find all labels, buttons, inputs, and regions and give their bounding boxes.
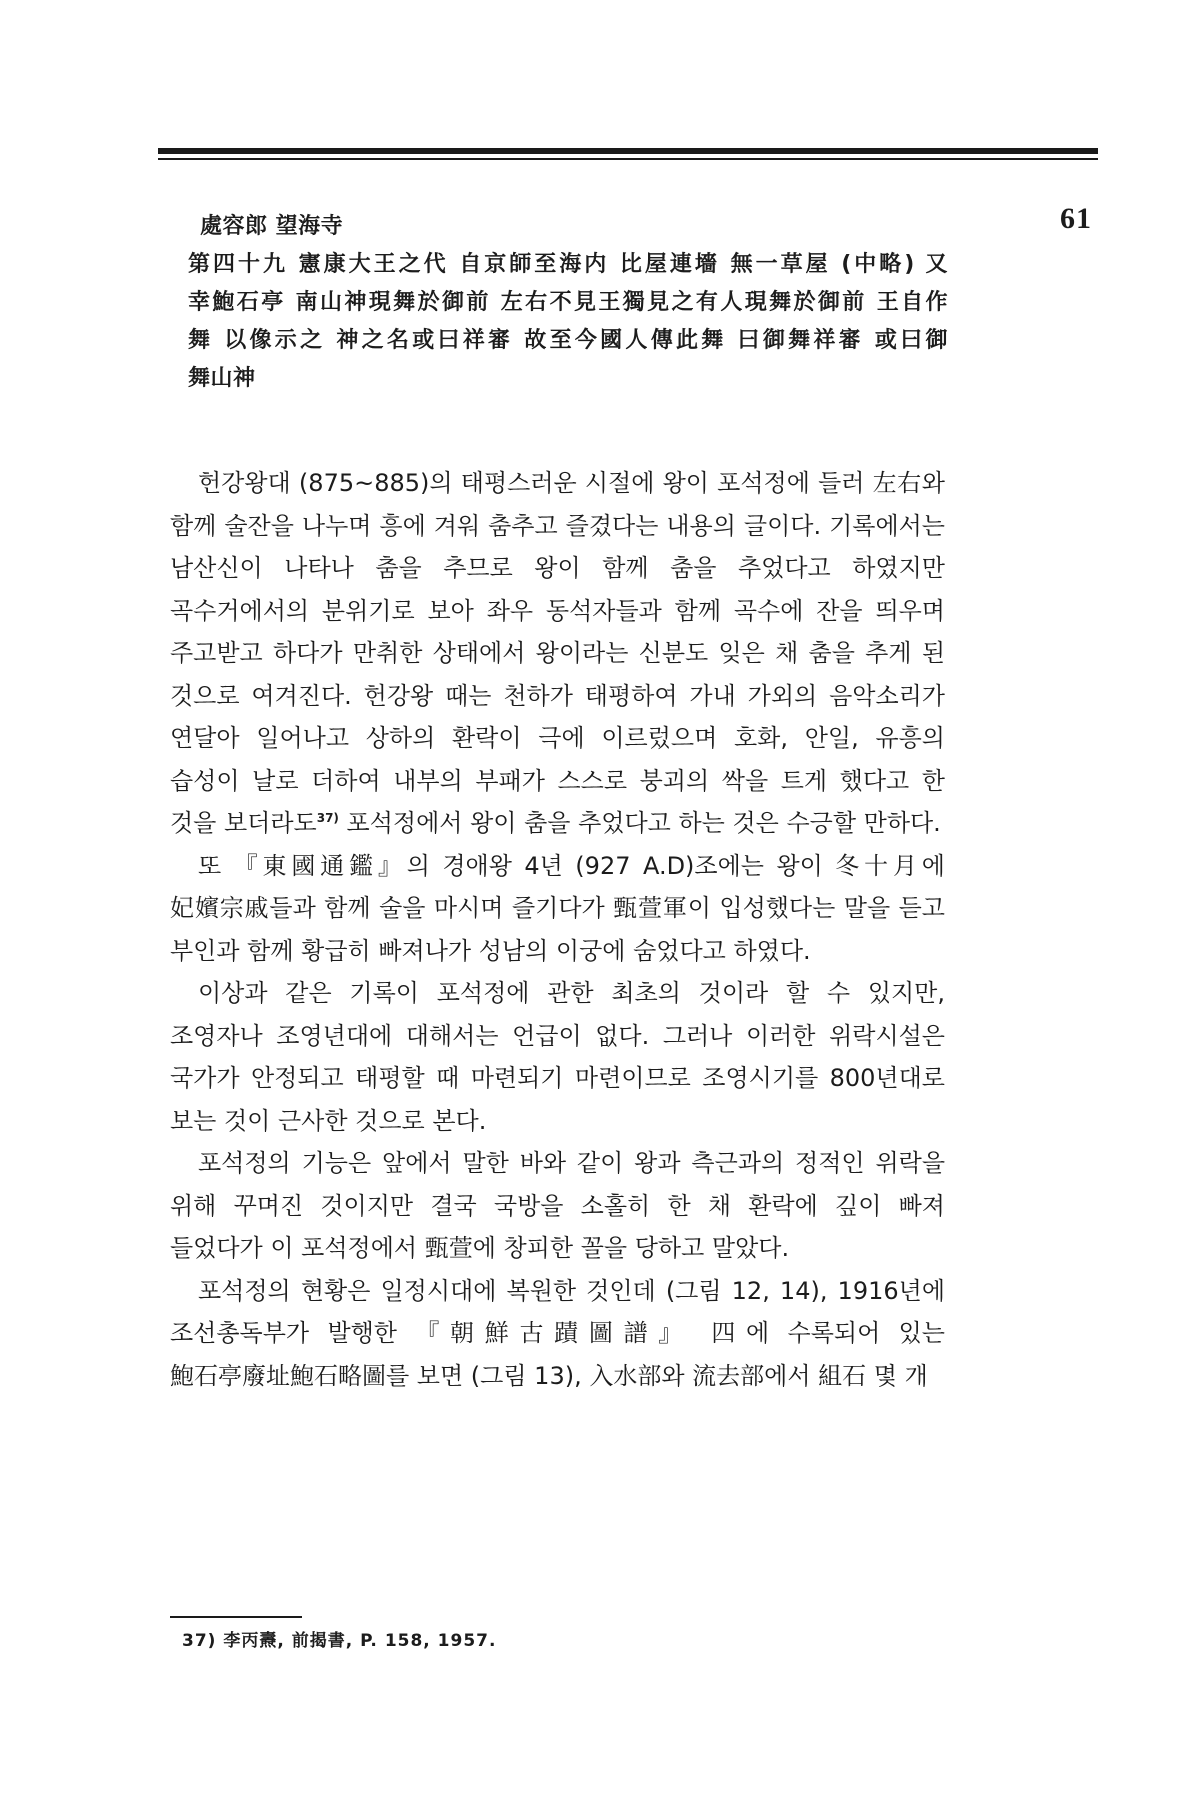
page-number: 61 [1060, 202, 1092, 235]
quote-line: 幸鮑石亭 南山神現舞於御前 左右不見王獨見之有人現舞於御前 王自作 [188, 290, 948, 315]
paragraph [170, 462, 945, 845]
quote-title: 處容郎 望海寺 [200, 214, 344, 239]
paragraph-text: 포석정의 기능은 앞에서 말한 바와 같이 왕과 측근과의 정적인 위락을 위해 꾸며진 것이지만 결국 국방을 소홀히 한 채 환락에 깊이 빠져 들었다가 이 포석정에서 甄萱에 창피한 꼴을 당하고 말았다. [170, 1149, 945, 1262]
header-rule-thin [158, 158, 1098, 160]
paragraph [170, 845, 945, 973]
header-rule-thick [158, 148, 1098, 154]
quote-line: 第四十九 憲康大王之代 自京師至海内 比屋連墻 無一草屋 (中略) 又 [188, 252, 948, 277]
paragraph [170, 1142, 945, 1270]
paragraph [170, 1270, 945, 1398]
paragraph [170, 972, 945, 1142]
footnote-rule [170, 1616, 302, 1618]
quote-line: 舞 以像示之 神之名或曰祥審 故至今國人傳此舞 曰御舞祥審 或曰御 [188, 328, 948, 353]
footnote: 37) 李丙燾, 前揭書, P. 158, 1957. [182, 1631, 497, 1651]
paragraph-text: 헌강왕대 (875~885)의 태평스러운 시절에 왕이 포석정에 들러 左右와 함께 술잔을 나누며 흥에 겨워 춤추고 즐겼다는 내용의 글이다. 기록에서는 남산신이 나타나 춤을 추므로 왕이 함께 춤을 추었다고 하였지만 곡수거에서의 분위기로 보아 좌우 동석자들과 함께 곡수에 잔을 띄우며 주고받고 하다가 만취한 상태에서 왕이라는 신분도 잊은 채 춤을 추게 된 것으로 여겨진다. 헌강왕 때는 천하가 태평하여 가내 가외의 음악소리가 연달아 일어나고 상하의 환락이 극에 이르렀으며 호화, 안일, 유흥의 습성이 날로 더하여 내부의 부패가 스스로 붕괴의 싹을 트게 했다고 한 것을 보더라도 [170, 469, 945, 837]
paragraph-text: 이상과 같은 기록이 포석정에 관한 최초의 것이라 할 수 있지만, 조영자나 조영년대에 대해서는 언급이 없다. 그러나 이러한 위락시설은 국가가 안정되고 태평할 때 마련되기 마련이므로 조영시기를 800년대로 보는 것이 근사한 것으로 본다. [170, 979, 945, 1135]
body-text [170, 462, 945, 1397]
classical-quotation [188, 208, 948, 398]
paragraph-text: 포석정의 현황은 일정시대에 복원한 것인데 (그림 12, 14), 1916년에 조선총독부가 발행한 『朝鮮古蹟圖譜』 四에 수록되어 있는 鮑石亭廢址鮑石略圖를 보면 (그림 13), 入水部와 流去部에서 組石 몇 개 [170, 1276, 945, 1390]
paragraph-text: 또 『東國通鑑』의 경애왕 4년 (927 A.D)조에는 왕이 冬十月에 妃嬪宗戚들과 함께 술을 마시며 즐기다가 甄萱軍이 입성했다는 말을 듣고 부인과 함께 황급히 빠져나가 성남의 이궁에 숨었다고 하였다. [170, 851, 945, 965]
paragraph-text-continued: 포석정에서 왕이 춤을 추었다고 하는 것은 수긍할 만하다. [338, 809, 941, 837]
footnote-marker: 37) [316, 811, 339, 825]
quote-line: 舞山神 [188, 366, 256, 391]
